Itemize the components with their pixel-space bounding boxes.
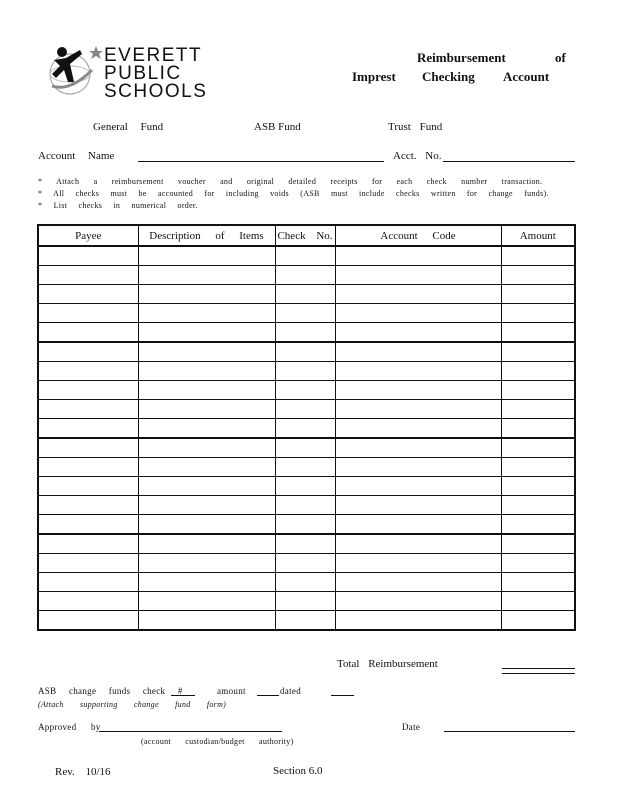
district-logo	[40, 42, 208, 102]
account-code-cell[interactable]	[335, 496, 501, 515]
account-code-cell[interactable]	[335, 573, 501, 592]
check-no-cell[interactable]	[275, 573, 335, 592]
amount-cell[interactable]	[501, 592, 575, 611]
table-row	[38, 419, 575, 439]
account-code-cell[interactable]	[335, 592, 501, 611]
account-code-cell[interactable]	[335, 458, 501, 477]
total-reimbursement-label: Total Reimbursement	[337, 658, 438, 670]
account-code-cell[interactable]	[335, 381, 501, 400]
table-row	[38, 362, 575, 381]
account-code-cell[interactable]	[335, 554, 501, 573]
asb-amount-label: amount	[217, 686, 246, 696]
amount-cell[interactable]	[501, 515, 575, 535]
table-row	[38, 534, 575, 554]
account-code-cell[interactable]	[335, 534, 501, 554]
table-row	[38, 496, 575, 515]
table-row	[38, 458, 575, 477]
payee-cell[interactable]	[38, 266, 138, 285]
asb-change-label: ASB change funds check #	[38, 686, 183, 696]
check-no-cell[interactable]	[275, 554, 335, 573]
check-no-cell[interactable]	[275, 246, 335, 266]
amount-cell[interactable]	[501, 419, 575, 439]
description-cell[interactable]	[138, 458, 275, 477]
approved-by-label: Approved by	[38, 722, 101, 732]
total-reimbursement-field[interactable]	[502, 668, 575, 674]
table-row	[38, 266, 575, 285]
account-code-cell[interactable]	[335, 285, 501, 304]
amount-cell[interactable]	[501, 323, 575, 343]
amount-cell[interactable]	[501, 246, 575, 266]
payee-cell[interactable]	[38, 611, 138, 631]
table-row	[38, 592, 575, 611]
table-row	[38, 246, 575, 266]
check-no-cell[interactable]	[275, 477, 335, 496]
trust-fund-label: Trust Fund	[388, 121, 443, 133]
logo-line-3: SCHOOLS	[104, 81, 208, 102]
account-code-cell[interactable]	[335, 266, 501, 285]
check-no-cell[interactable]	[275, 381, 335, 400]
payee-cell[interactable]	[38, 496, 138, 515]
table-row	[38, 573, 575, 592]
amount-cell[interactable]	[501, 285, 575, 304]
payee-cell[interactable]	[38, 323, 138, 343]
table-row	[38, 323, 575, 343]
amount-cell[interactable]	[501, 266, 575, 285]
payee-cell[interactable]	[38, 419, 138, 439]
acct-no-label: Acct. No.	[393, 150, 442, 162]
header-check-no: Check No.	[275, 225, 335, 246]
description-cell[interactable]	[138, 246, 275, 266]
table-row	[38, 342, 575, 362]
instruction-1: * Attach a reimbursement voucher and original detailed receipts for each check number transaction.	[38, 177, 543, 186]
instruction-2: * All checks must be accounted for including voids (ASB must include checks written for change funds).	[38, 189, 549, 198]
title-imprest: Imprest	[352, 69, 396, 84]
amount-cell[interactable]	[501, 554, 575, 573]
instruction-3: * List checks in numerical order.	[38, 201, 198, 210]
payee-cell[interactable]	[38, 246, 138, 266]
header-description: Description of Items	[138, 225, 275, 246]
header-amount: Amount	[501, 225, 575, 246]
payee-cell[interactable]	[38, 515, 138, 535]
description-cell[interactable]	[138, 611, 275, 631]
amount-cell[interactable]	[501, 362, 575, 381]
account-code-cell[interactable]	[335, 419, 501, 439]
payee-cell[interactable]	[38, 573, 138, 592]
payee-cell[interactable]	[38, 362, 138, 381]
description-cell[interactable]	[138, 554, 275, 573]
checks-table	[37, 224, 576, 631]
account-code-cell[interactable]	[335, 342, 501, 362]
approval-note: (account custodian/budget authority)	[141, 737, 294, 746]
account-code-cell[interactable]	[335, 304, 501, 323]
check-no-cell[interactable]	[275, 342, 335, 362]
table-row	[38, 554, 575, 573]
description-cell[interactable]	[138, 266, 275, 285]
swoosh-figure-icon	[40, 42, 104, 102]
asb-check-number-field[interactable]	[171, 684, 195, 696]
payee-cell[interactable]	[38, 304, 138, 323]
general-fund-label: General Fund	[93, 121, 164, 133]
amount-cell[interactable]	[501, 458, 575, 477]
account-code-cell[interactable]	[335, 515, 501, 535]
payee-cell[interactable]	[38, 477, 138, 496]
table-row	[38, 304, 575, 323]
check-no-cell[interactable]	[275, 304, 335, 323]
payee-cell[interactable]	[38, 438, 138, 458]
table-row	[38, 285, 575, 304]
asb-fund-label: ASB Fund	[254, 121, 301, 133]
description-cell[interactable]	[138, 381, 275, 400]
section-label: Section 6.0	[273, 765, 323, 777]
asb-amount-field[interactable]	[257, 684, 279, 696]
date-label: Date	[402, 722, 421, 732]
payee-cell[interactable]	[38, 592, 138, 611]
account-code-cell[interactable]	[335, 477, 501, 496]
amount-cell[interactable]	[501, 381, 575, 400]
account-name-label: Account Name	[38, 150, 115, 162]
check-no-cell[interactable]	[275, 323, 335, 343]
amount-cell[interactable]	[501, 400, 575, 419]
check-no-cell[interactable]	[275, 515, 335, 535]
approved-by-field[interactable]	[99, 720, 282, 732]
title-checking: Checking	[422, 69, 475, 84]
account-code-cell[interactable]	[335, 323, 501, 343]
description-cell[interactable]	[138, 438, 275, 458]
description-cell[interactable]	[138, 419, 275, 439]
check-no-cell[interactable]	[275, 438, 335, 458]
acct-no-field[interactable]	[443, 148, 575, 162]
amount-cell[interactable]	[501, 438, 575, 458]
account-name-field[interactable]	[138, 148, 384, 162]
payee-cell[interactable]	[38, 554, 138, 573]
check-no-cell[interactable]	[275, 266, 335, 285]
check-no-cell[interactable]	[275, 592, 335, 611]
header-payee: Payee	[38, 225, 138, 246]
description-cell[interactable]	[138, 534, 275, 554]
payee-cell[interactable]	[38, 458, 138, 477]
amount-cell[interactable]	[501, 496, 575, 515]
check-no-cell[interactable]	[275, 496, 335, 515]
check-no-cell[interactable]	[275, 534, 335, 554]
description-cell[interactable]	[138, 362, 275, 381]
check-no-cell[interactable]	[275, 458, 335, 477]
description-cell[interactable]	[138, 285, 275, 304]
asb-date-field[interactable]	[331, 684, 354, 696]
table-row	[38, 515, 575, 535]
description-cell[interactable]	[138, 304, 275, 323]
table-row	[38, 611, 575, 631]
check-no-cell[interactable]	[275, 400, 335, 419]
approval-date-field[interactable]	[444, 720, 575, 732]
description-cell[interactable]	[138, 342, 275, 362]
description-cell[interactable]	[138, 515, 275, 535]
amount-cell[interactable]	[501, 477, 575, 496]
description-cell[interactable]	[138, 573, 275, 592]
title-account: Account	[503, 69, 550, 84]
description-cell[interactable]	[138, 477, 275, 496]
payee-cell[interactable]	[38, 285, 138, 304]
table-row	[38, 400, 575, 419]
payee-cell[interactable]	[38, 381, 138, 400]
description-cell[interactable]	[138, 496, 275, 515]
check-no-cell[interactable]	[275, 611, 335, 631]
table-row	[38, 477, 575, 496]
amount-cell[interactable]	[501, 342, 575, 362]
header-account-code: Account Code	[335, 225, 501, 246]
check-no-cell[interactable]	[275, 419, 335, 439]
revision-label: Rev. 10/16	[55, 766, 111, 778]
table-row	[38, 438, 575, 458]
asb-change-note: (Attach supporting change fund form)	[38, 700, 227, 709]
logo-line-1: EVERETT	[104, 45, 203, 66]
account-code-cell[interactable]	[335, 246, 501, 266]
description-cell[interactable]	[138, 592, 275, 611]
amount-cell[interactable]	[501, 534, 575, 554]
account-code-cell[interactable]	[335, 438, 501, 458]
description-cell[interactable]	[138, 400, 275, 419]
check-no-cell[interactable]	[275, 362, 335, 381]
payee-cell[interactable]	[38, 400, 138, 419]
account-code-cell[interactable]	[335, 400, 501, 419]
account-code-cell[interactable]	[335, 611, 501, 631]
amount-cell[interactable]	[501, 304, 575, 323]
amount-cell[interactable]	[501, 611, 575, 631]
title-of: of	[555, 50, 566, 65]
payee-cell[interactable]	[38, 342, 138, 362]
title-reimbursement: Reimbursement	[417, 50, 506, 65]
check-no-cell[interactable]	[275, 285, 335, 304]
amount-cell[interactable]	[501, 573, 575, 592]
account-code-cell[interactable]	[335, 362, 501, 381]
table-row	[38, 381, 575, 400]
payee-cell[interactable]	[38, 534, 138, 554]
asb-dated-label: dated	[280, 686, 301, 696]
description-cell[interactable]	[138, 323, 275, 343]
logo-line-2: PUBLIC	[104, 63, 182, 84]
